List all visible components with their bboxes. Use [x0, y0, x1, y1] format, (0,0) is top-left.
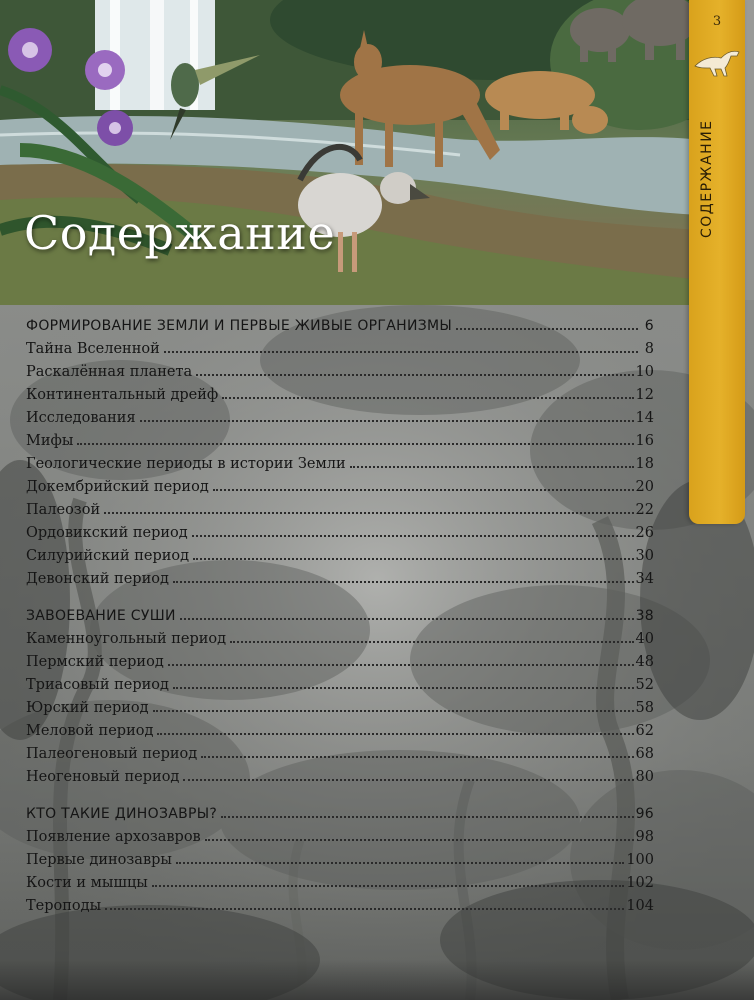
- toc-heading-page: 6: [644, 318, 654, 334]
- toc-entry[interactable]: [26, 571, 654, 594]
- toc-entry[interactable]: [26, 654, 654, 677]
- dot-leader: [152, 884, 625, 887]
- dot-leader: [350, 465, 634, 468]
- toc-heading-page: 38: [635, 608, 654, 624]
- dot-leader: [222, 396, 633, 399]
- page-number: 3: [712, 14, 722, 29]
- toc-entry-title: Палеогеновый период: [26, 746, 198, 762]
- toc-entry-page: 30: [635, 548, 654, 564]
- toc-entry-page: 52: [635, 677, 654, 693]
- toc-entry-title: Силурийский период: [26, 548, 190, 564]
- toc-heading-page: 96: [635, 806, 654, 822]
- toc-entry[interactable]: [26, 364, 654, 387]
- toc-entry[interactable]: [26, 548, 654, 571]
- toc-entry-page: 18: [635, 456, 654, 472]
- toc-entry-page: 58: [635, 700, 654, 716]
- toc-entry-title: Меловой период: [26, 723, 154, 739]
- toc-section: [26, 806, 654, 921]
- toc-heading-title: КТО ТАКИЕ ДИНОЗАВРЫ?: [26, 806, 218, 822]
- toc-entry[interactable]: [26, 341, 654, 364]
- toc-entry-title: Кости и мышцы: [26, 875, 148, 891]
- toc-section: [26, 608, 654, 792]
- dot-leader: [176, 861, 624, 864]
- toc-entry[interactable]: [26, 502, 654, 525]
- dot-leader: [180, 617, 634, 620]
- toc-entry-page: 12: [635, 387, 654, 403]
- dot-leader: [104, 511, 633, 514]
- toc-entry-title: Тероподы: [26, 898, 102, 914]
- table-of-contents: [26, 318, 654, 935]
- toc-entry-title: Мифы: [26, 433, 74, 449]
- dot-leader: [201, 755, 633, 758]
- toc-entry-page: 40: [635, 631, 654, 647]
- toc-entry-page: 68: [635, 746, 654, 762]
- toc-entry[interactable]: [26, 746, 654, 769]
- toc-entry-title: Каменноугольный период: [26, 631, 227, 647]
- toc-section-heading[interactable]: [26, 608, 654, 631]
- toc-entry-title: Ордовикский период: [26, 525, 188, 541]
- toc-entry-title: Докембрийский период: [26, 479, 209, 495]
- toc-entry[interactable]: [26, 700, 654, 723]
- header-illustration: [0, 0, 700, 305]
- toc-entry[interactable]: [26, 769, 654, 792]
- toc-entry-page: 62: [635, 723, 654, 739]
- toc-entry[interactable]: [26, 387, 654, 410]
- dot-leader: [230, 640, 633, 643]
- toc-entry-page: 80: [635, 769, 654, 785]
- toc-entry-page: 10: [635, 364, 654, 380]
- dot-leader: [456, 327, 638, 330]
- dot-leader: [193, 557, 633, 560]
- dot-leader: [153, 709, 634, 712]
- toc-entry[interactable]: [26, 677, 654, 700]
- toc-entry-title: Девонский период: [26, 571, 169, 587]
- toc-section-heading[interactable]: [26, 318, 654, 341]
- toc-entry-page: 20: [635, 479, 654, 495]
- toc-entry-page: 26: [635, 525, 654, 541]
- toc-entry[interactable]: [26, 433, 654, 456]
- toc-entry-page: 48: [635, 654, 654, 670]
- toc-entry-title: Триасовый период: [26, 677, 169, 693]
- toc-section: [26, 318, 654, 594]
- section-tab-label: СОДЕРЖАНИЕ: [699, 119, 715, 238]
- dot-leader: [205, 838, 634, 841]
- toc-entry[interactable]: [26, 456, 654, 479]
- toc-entry[interactable]: [26, 723, 654, 746]
- toc-entry-title: Тайна Вселенной: [26, 341, 160, 357]
- toc-entry-title: Появление архозавров: [26, 829, 201, 845]
- toc-entry-page: 22: [635, 502, 654, 518]
- bottom-shadow: [0, 960, 754, 1000]
- toc-entry[interactable]: [26, 479, 654, 502]
- toc-entry[interactable]: [26, 631, 654, 654]
- toc-entry-title: Юрский период: [26, 700, 149, 716]
- dot-leader: [77, 442, 633, 445]
- toc-entry[interactable]: [26, 852, 654, 875]
- toc-entry[interactable]: [26, 875, 654, 898]
- toc-entry-page: 98: [635, 829, 654, 845]
- chapter-side-tab: [689, 0, 745, 524]
- toc-entry[interactable]: [26, 829, 654, 852]
- toc-entry-title: Геологические периоды в истории Земли: [26, 456, 346, 472]
- toc-entry-page: 8: [644, 341, 654, 357]
- toc-entry-title: Исследования: [26, 410, 136, 426]
- toc-section-heading[interactable]: [26, 806, 654, 829]
- dot-leader: [173, 580, 634, 583]
- toc-entry-page: 16: [635, 433, 654, 449]
- dot-leader: [213, 488, 634, 491]
- toc-entry-title: Пермский период: [26, 654, 164, 670]
- dot-leader: [140, 419, 634, 422]
- toc-entry-title: Неогеновый период: [26, 769, 180, 785]
- dot-leader: [192, 534, 634, 537]
- toc-entry-page: 104: [626, 898, 654, 914]
- toc-entry-title: Палеозой: [26, 502, 101, 518]
- dot-leader: [173, 686, 634, 689]
- toc-entry[interactable]: [26, 525, 654, 548]
- dot-leader: [183, 778, 633, 781]
- toc-entry-title: Континентальный дрейф: [26, 387, 219, 403]
- dot-leader: [221, 815, 633, 818]
- toc-entry-title: Первые динозавры: [26, 852, 172, 868]
- toc-entry-title: Раскалённая планета: [26, 364, 193, 380]
- dot-leader: [168, 663, 634, 666]
- toc-entry[interactable]: [26, 410, 654, 433]
- toc-heading-title: ФОРМИРОВАНИЕ ЗЕМЛИ И ПЕРВЫЕ ЖИВЫЕ ОРГАНИЗМЫ: [26, 318, 453, 334]
- page-title: Содержание: [24, 206, 336, 260]
- toc-entry[interactable]: [26, 898, 654, 921]
- dot-leader: [105, 907, 624, 910]
- toc-entry-page: 100: [626, 852, 654, 868]
- dinosaur-icon: [691, 44, 743, 78]
- dot-leader: [157, 732, 633, 735]
- dot-leader: [164, 350, 638, 353]
- dot-leader: [196, 373, 633, 376]
- toc-heading-title: ЗАВОЕВАНИЕ СУШИ: [26, 608, 176, 624]
- toc-entry-page: 14: [635, 410, 654, 426]
- toc-entry-page: 34: [635, 571, 654, 587]
- toc-entry-page: 102: [626, 875, 654, 891]
